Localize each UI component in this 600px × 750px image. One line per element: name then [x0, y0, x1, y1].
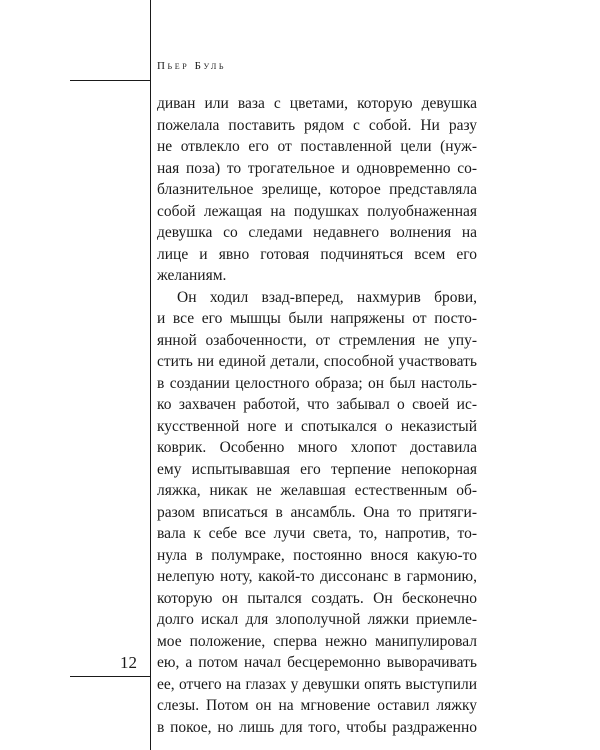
text-line: лице и явно готовая подчиняться всем его	[157, 245, 477, 263]
vertical-margin-rule	[150, 0, 151, 750]
text-line: ему испытывавшая его терпение непокорная	[157, 460, 477, 478]
text-line: стить ни единой детали, способной участвовать	[157, 353, 477, 370]
text-line: желаниям.	[157, 267, 227, 284]
text-line: кусственной ноге и спотыкался о неказистый	[157, 417, 477, 435]
text-line: пожелала поставить рядом с собой. Ни разу	[157, 116, 477, 134]
text-line: девушка со следами недавнего волнения на	[157, 224, 477, 241]
text-line: коврик. Особенно много хлопот доставила	[157, 439, 477, 456]
text-line: ная поза) то трогательное и одновременно со-	[157, 159, 477, 177]
text-line: нула в полумраке, постоянно внося какую-то	[157, 546, 477, 564]
text-line: янной озабоченности, от стремления не упу-	[157, 331, 477, 349]
text-line: и все его мышцы были напряжены от посто-	[157, 310, 477, 327]
text-line: нелепую ноту, какой-то диссонанс в гармонию,	[157, 568, 477, 585]
text-line: не отвлекло его от поставленной цели (нуж-	[157, 138, 477, 155]
text-line: мое положение, сперва нежно манипулировал	[157, 632, 477, 650]
text-line: блазнительное зрелище, которое представляла	[157, 181, 477, 198]
page-number: 12	[120, 653, 137, 672]
text-line: ляжка, никак не желавшая естественным об-	[157, 482, 477, 499]
body-text	[157, 93, 477, 738]
text-line: которую он пытался создать. Он бесконечно	[157, 589, 477, 607]
text-line: ко захвачен работой, что забывал о своей ис-	[157, 396, 477, 413]
text-line: ею, а потом начал бесцеремонно выворачивать	[157, 654, 477, 671]
text-line: ее, отчего на глазах у девушки опять выступили	[157, 675, 477, 693]
text-line: долго искал для злополучной ляжки приемле-	[157, 611, 477, 628]
text-line: в создании целостного образа; он был настоль-	[157, 374, 477, 392]
text-line: вала к себе все лучи света, то, напротив, то-	[157, 525, 477, 542]
running-head-author: Пьер Буль	[157, 60, 227, 72]
footer-rule	[70, 676, 151, 677]
text-line: слезы. Потом он на мгновение оставил ляжку	[157, 697, 477, 714]
text-line: разом вписаться в ансамбль. Она то притяги-	[157, 503, 477, 521]
header-rule	[70, 80, 151, 81]
text-line: диван или ваза с цветами, которую девушка	[157, 95, 477, 112]
text-line: Он ходил взад-вперед, нахмурив брови,	[177, 288, 477, 306]
text-line: в покое, но лишь для того, чтобы раздраженно	[157, 718, 477, 736]
text-line: собой лежащая на подушках полуобнаженная	[157, 202, 477, 220]
